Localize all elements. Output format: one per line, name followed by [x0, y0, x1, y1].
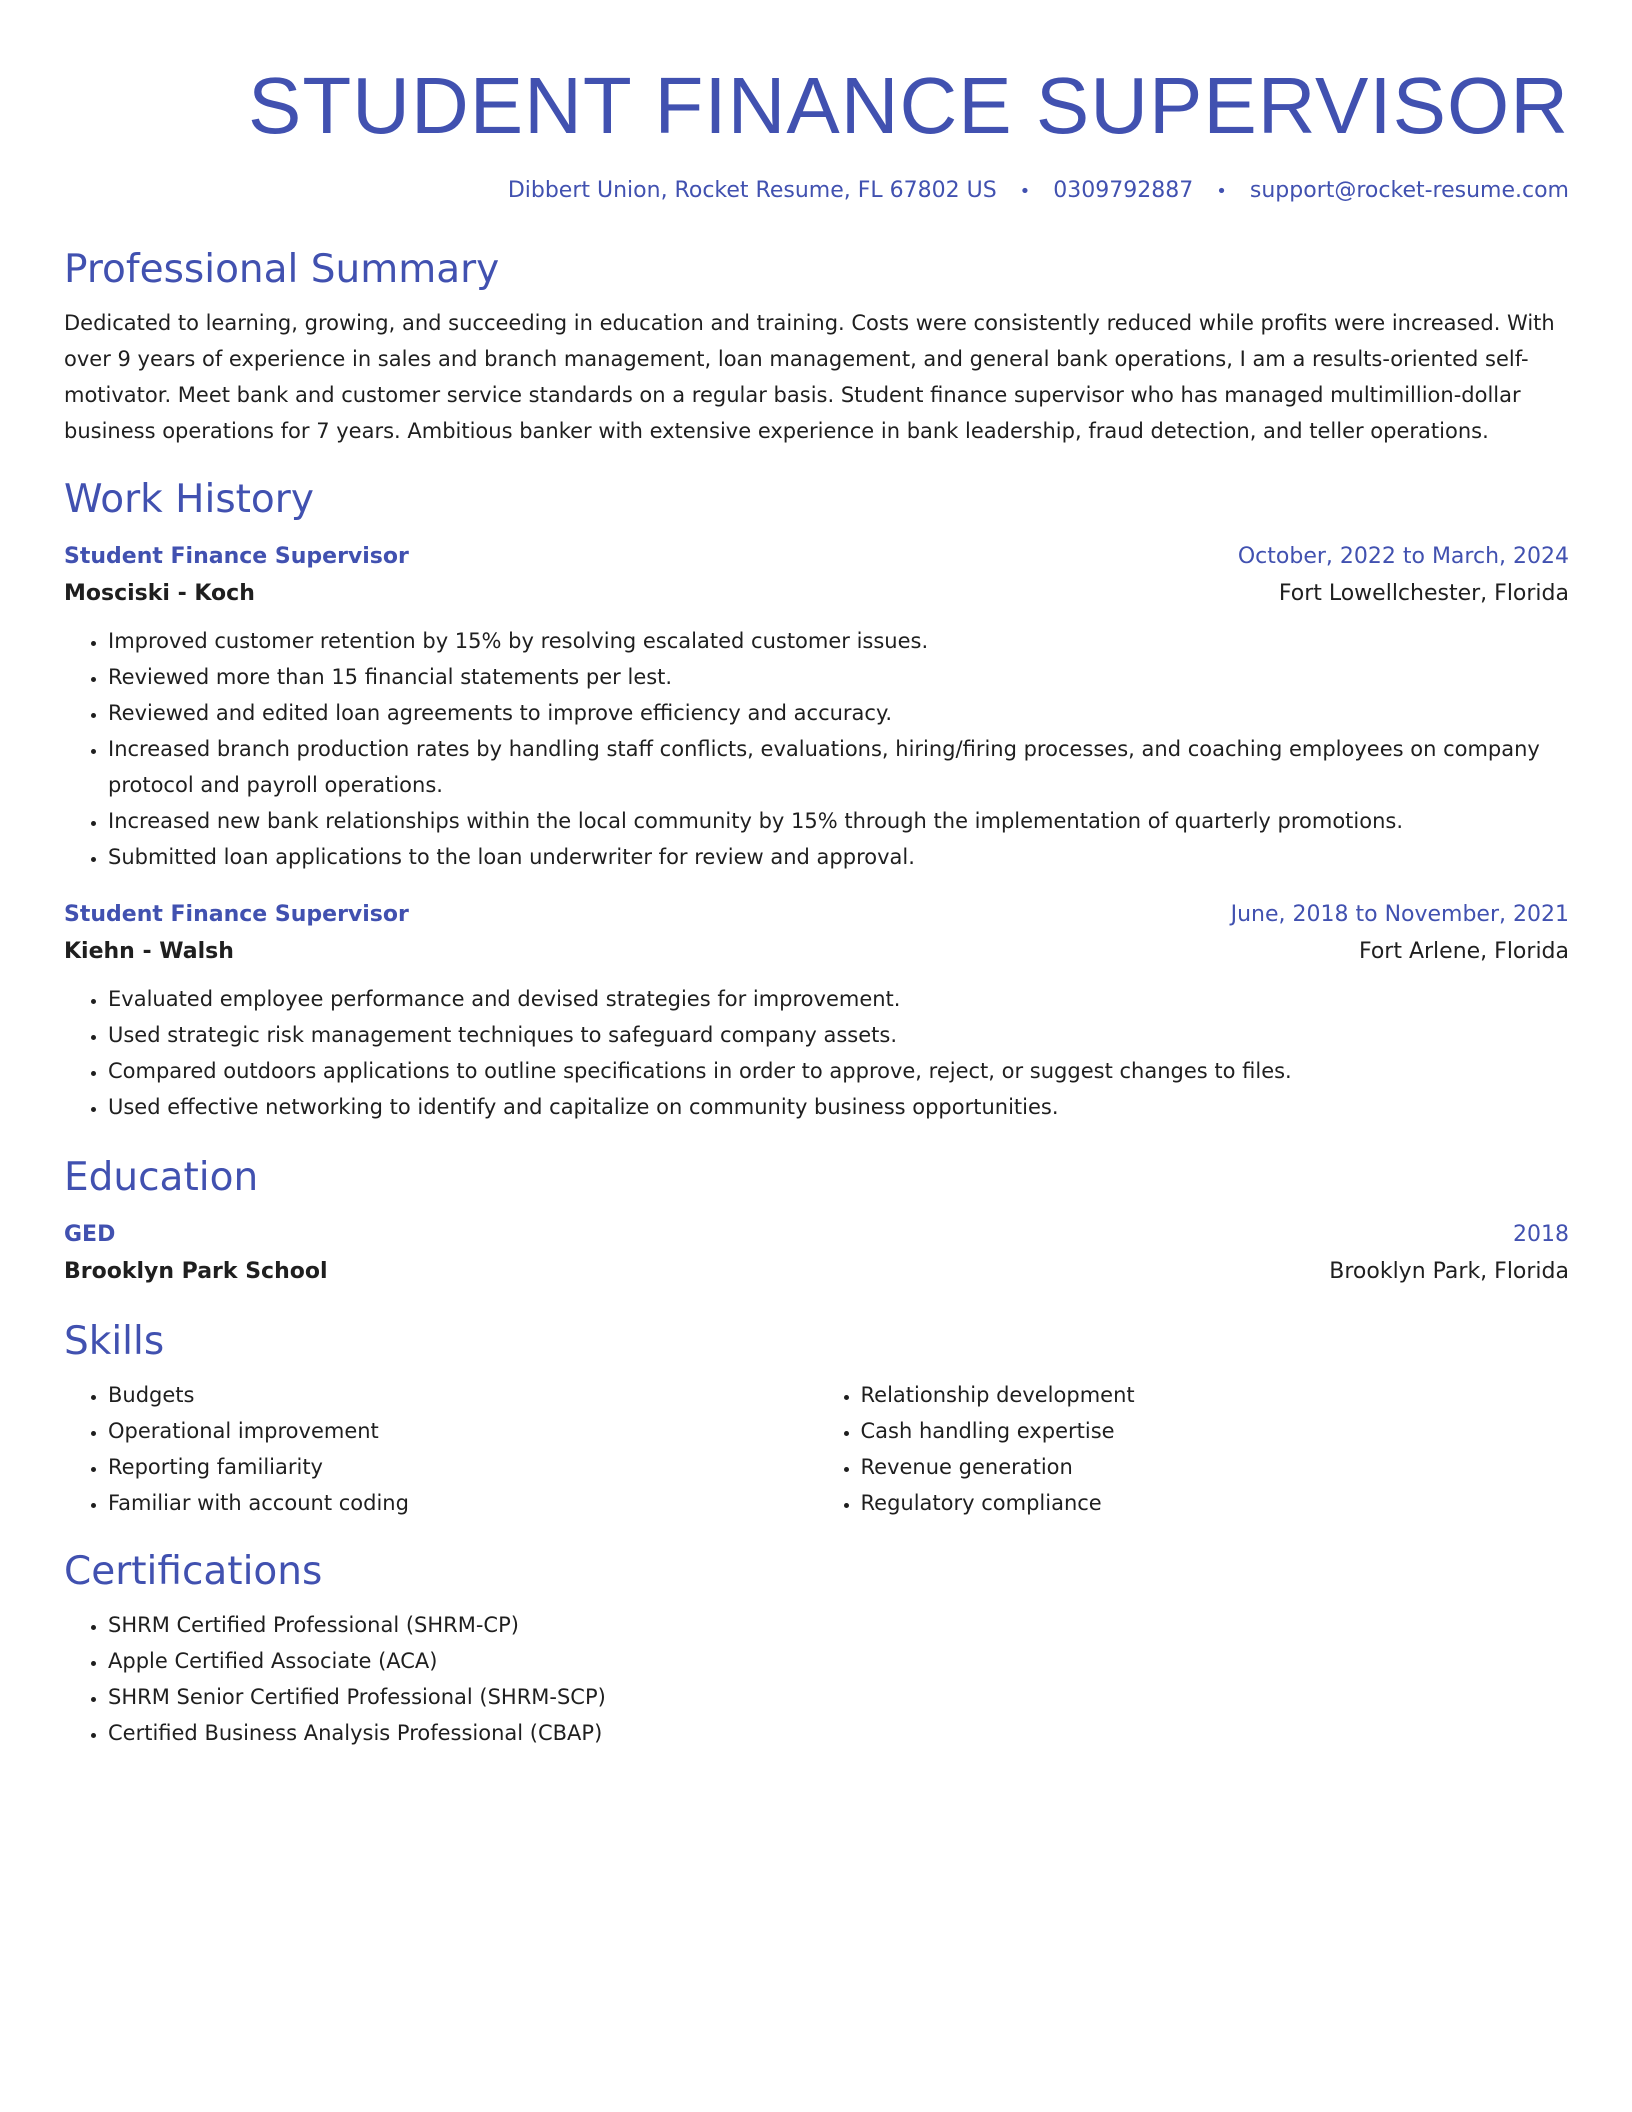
skills-section — [64, 1317, 1569, 1521]
job-bullet: • Reviewed and edited loan agreements to improve efficiency and accuracy. — [108, 695, 1569, 731]
skill-item: • Budgets — [108, 1377, 817, 1413]
job-bullet: • Used effective networking to identify and capitalize on community business opportunities. — [108, 1089, 1569, 1125]
job-bullet: • Evaluated employee performance and devised strategies for improvement. — [108, 981, 1569, 1017]
contact-separator: • — [1019, 181, 1031, 202]
job-location: Fort Lowellchester, Florida — [1278, 581, 1569, 606]
certification-item: • SHRM Senior Certified Professional (SHRM-SCP) — [108, 1679, 1569, 1715]
job-dates: October, 2022 to March, 2024 — [1237, 544, 1569, 569]
summary-text: Dedicated to learning, growing, and succeeding in education and training. Costs were consistently reduced while profits were increased. With over 9 years of experience in sales and branch management, loan management, and general bank operations, I am a results-oriented self-motivator. Meet bank and customer service standards on a regular basis. Student finance supervisor who has managed multimillion-dollar business operations for 7 years. Ambitious banker with extensive experience in bank leadership, fraud detection, and teller operations. — [64, 311, 1555, 443]
job-header-row — [64, 897, 1569, 933]
job-location: Fort Arlene, Florida — [1358, 939, 1569, 964]
skills-heading: Skills — [64, 1319, 165, 1364]
certifications-heading: Certifications — [64, 1549, 323, 1594]
education-section — [64, 1153, 1569, 1291]
job-bullet: • Improved customer retention by 15% by resolving escalated customer issues. — [108, 623, 1569, 659]
job-bullet: • Used strategic risk management techniques to safeguard company assets. — [108, 1017, 1569, 1053]
contact-email: support@rocket-resume.com — [1249, 178, 1569, 203]
job-entry — [64, 897, 1569, 1125]
summary-section — [64, 245, 1569, 449]
skills-list-right — [817, 1377, 1570, 1521]
certification-item: • SHRM Certified Professional (SHRM-CP) — [108, 1607, 1569, 1643]
job-entry — [64, 539, 1569, 875]
job-header-row — [64, 539, 1569, 575]
job-title: Student Finance Supervisor — [64, 902, 409, 927]
job-dates: June, 2018 to November, 2021 — [1230, 902, 1569, 927]
certification-item: • Apple Certified Associate (ACA) — [108, 1643, 1569, 1679]
job-bullet: • Increased branch production rates by handling staff conflicts, evaluations, hiring/firing processes, and coaching employees on company protocol and payroll operations. — [108, 731, 1569, 803]
education-degree: GED — [64, 1222, 116, 1247]
job-bullet: • Reviewed more than 15 financial statements per lest. — [108, 659, 1569, 695]
job-employer: Kiehn - Walsh — [64, 939, 234, 964]
skill-item: • Revenue generation — [861, 1449, 1570, 1485]
contact-phone: 0309792887 — [1053, 178, 1194, 203]
job-employer-row — [64, 933, 1569, 971]
job-bullet: • Increased new bank relationships within the local community by 15% through the implementation of quarterly promotions. — [108, 803, 1569, 839]
certifications-section — [64, 1547, 1569, 1751]
work-history-heading: Work History — [64, 477, 314, 522]
contact-address: Dibbert Union, Rocket Resume, FL 67802 US — [507, 178, 997, 203]
job-employer: Mosciski - Koch — [64, 581, 255, 606]
skill-item: • Operational improvement — [108, 1413, 817, 1449]
education-school: Brooklyn Park School — [64, 1259, 328, 1284]
certification-item: • Certified Business Analysis Professional (CBAP) — [108, 1715, 1569, 1751]
job-bullet: • Compared outdoors applications to outline specifications in order to approve, reject, or suggest changes to files. — [108, 1053, 1569, 1089]
skill-item: • Relationship development — [861, 1377, 1570, 1413]
education-year: 2018 — [1513, 1222, 1569, 1247]
skill-item: • Cash handling expertise — [861, 1413, 1570, 1449]
resume-title: STUDENT FINANCE SUPERVISOR — [247, 61, 1569, 150]
job-employer-row — [64, 575, 1569, 613]
job-bullet-list — [64, 623, 1569, 875]
education-location: Brooklyn Park, Florida — [1329, 1259, 1569, 1284]
skill-item: • Familiar with account coding — [108, 1485, 817, 1521]
summary-heading: Professional Summary — [64, 247, 500, 292]
skill-item: • Regulatory compliance — [861, 1485, 1570, 1521]
job-title: Student Finance Supervisor — [64, 544, 409, 569]
contact-line — [64, 176, 1569, 207]
skills-grid — [64, 1377, 1569, 1521]
work-history-section — [64, 475, 1569, 1125]
contact-separator: • — [1216, 181, 1227, 202]
education-school-row — [64, 1253, 1569, 1291]
job-bullet-list — [64, 981, 1569, 1125]
job-bullet: • Submitted loan applications to the loan underwriter for review and approval. — [108, 839, 1569, 875]
certifications-list — [64, 1607, 1569, 1751]
skill-item: • Reporting familiarity — [108, 1449, 817, 1485]
education-header-row — [64, 1217, 1569, 1253]
skills-list-left — [64, 1377, 817, 1521]
education-heading: Education — [64, 1155, 259, 1200]
